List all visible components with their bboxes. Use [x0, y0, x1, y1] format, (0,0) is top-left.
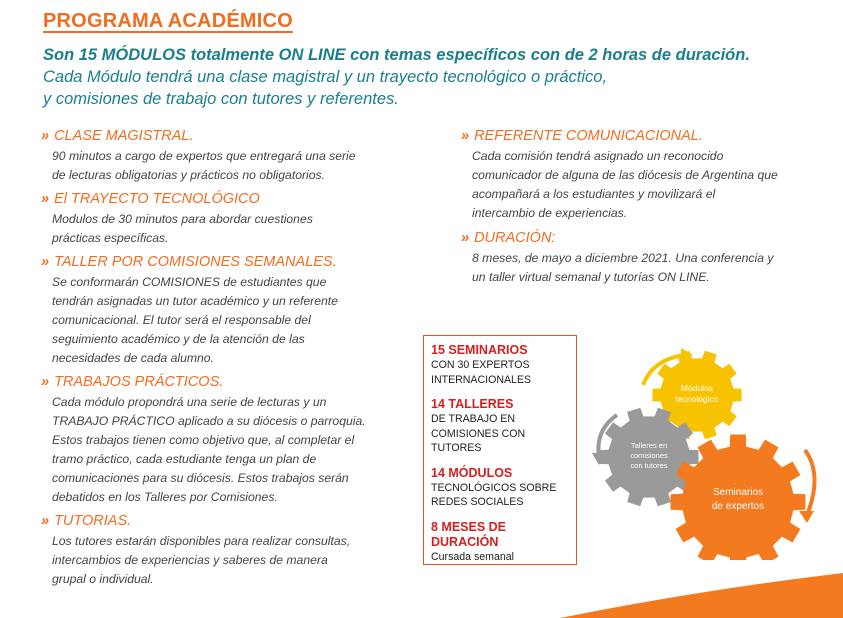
chevron-right-icon: » — [461, 128, 470, 144]
section-body-line: Se conformarán COMISIONES de estudiantes que — [52, 275, 327, 289]
summary-line: COMISIONES CON TUTORES — [431, 427, 526, 454]
section-body-line: comunicador de alguna de las diócesis de Argentina que — [472, 168, 778, 182]
section-body-line: 8 meses, de mayo a diciembre 2021. Una conferencia y — [472, 251, 774, 265]
section-body-line: grupal o individual. — [52, 572, 154, 586]
summary-line: DE TRABAJO EN — [431, 413, 515, 425]
section-title-text: TRABAJOS PRÁCTICOS. — [54, 374, 224, 390]
section-body-line: Cada módulo propondrá una serie de lecturas y un — [52, 395, 327, 409]
section-body-line: intercambios de experiencias y saberes de manera — [52, 553, 328, 567]
gray-gear-label-3: con tutores — [630, 461, 668, 470]
chevron-right-icon: » — [41, 254, 50, 270]
yellow-gear-label-1: Módulos — [680, 383, 714, 393]
section-title-text: TALLER POR COMISIONES SEMANALES. — [54, 254, 337, 270]
chevron-right-icon: » — [41, 374, 50, 390]
yellow-gear-label-2: tecnológico — [675, 394, 719, 404]
summary-line: INTERNACIONALES — [431, 373, 532, 386]
chevron-right-icon: » — [41, 513, 50, 529]
section-body-line: TRABAJO PRÁCTICO aplicado a su diócesis o parroquia. — [52, 414, 366, 428]
section-title-text: El TRAYECTO TECNOLÓGICO — [54, 191, 260, 207]
summary-line: Cursada semanal — [431, 550, 515, 563]
summary-heading: 14 TALLERES — [431, 397, 514, 411]
section-body-line: Cada comisión tendrá asignado un reconocido — [472, 149, 724, 163]
section-body-line: un taller virtual semanal y tutorías ON LINE. — [472, 270, 710, 284]
section-body-line: Los tutores estarán disponibles para realizar consultas, — [52, 534, 351, 548]
intro-line-3: y comisiones de trabajo con tutores y referentes. — [43, 90, 399, 108]
section-body-line: tramo práctico, cada estudiante tenga un plan de — [52, 452, 317, 466]
chevron-right-icon: » — [41, 191, 50, 207]
section-body-line: Estos trabajos tienen como objetivo que, al completar el — [52, 433, 355, 447]
section-title-text: DURACIÓN: — [474, 230, 556, 246]
summary-heading: 8 MESES DE DURACIÓN — [431, 519, 507, 549]
section-body-line: intercambio de experiencias. — [472, 206, 628, 220]
orange-gear-label-1: Seminarios — [712, 487, 764, 498]
swoosh-shape — [560, 573, 843, 618]
page-title: PROGRAMA ACADÉMICO — [43, 10, 293, 32]
summary-line: TECNOLÓGICOS SOBRE — [431, 481, 557, 494]
section-body-line: acompañará a los estudiantes y movilizará el — [472, 187, 716, 201]
summary-heading: 15 SEMINARIOS — [431, 343, 528, 357]
gray-gear-label-1: Talleres en — [630, 441, 668, 450]
summary-heading: 14 MÓDULOS — [431, 465, 513, 480]
summary-line: CON 30 EXPERTOS — [431, 359, 530, 371]
section-title-text: CLASE MAGISTRAL. — [54, 128, 194, 144]
section-body-line: de lecturas obligatorias y prácticos no obligatorios. — [52, 168, 326, 182]
section-body-line: comunicacional. El tutor será el responsable del — [52, 313, 311, 327]
section-title-text: REFERENTE COMUNICACIONAL. — [474, 128, 703, 144]
section-body-line: Modulos de 30 minutos para abordar cuestiones — [52, 212, 313, 226]
intro-line-1: Son 15 MÓDULOS totalmente ON LINE con temas específicos con de 2 horas de duración. — [43, 46, 750, 64]
orange-gear-label-2: de expertos — [711, 501, 765, 512]
section-body-line: necesidades de cada alumno. — [52, 351, 214, 365]
section-body-line: debatidos en los Talleres por Comisiones. — [52, 490, 278, 504]
chevron-right-icon: » — [461, 230, 470, 246]
summary-line: REDES SOCIALES — [431, 496, 524, 508]
section-body-line: 90 minutos a cargo de expertos que entregará una serie — [52, 149, 356, 163]
section-body-line: seguimiento académico y de la atención de las — [52, 332, 305, 346]
intro-line-2: Cada Módulo tendrá una clase magistral y un trayecto tecnológico o práctico, — [43, 68, 608, 86]
section-body-line: tendrán asignadas un tutor académico y un referente — [52, 294, 338, 308]
gray-gear-label-2: comisiones — [630, 451, 668, 460]
chevron-right-icon: » — [41, 128, 50, 144]
section-body-line: prácticas específicas. — [52, 231, 169, 245]
section-title-text: TUTORIAS. — [54, 513, 132, 529]
section-body-line: comunicaciones para su diócesis. Estos trabajos serán — [52, 471, 349, 485]
